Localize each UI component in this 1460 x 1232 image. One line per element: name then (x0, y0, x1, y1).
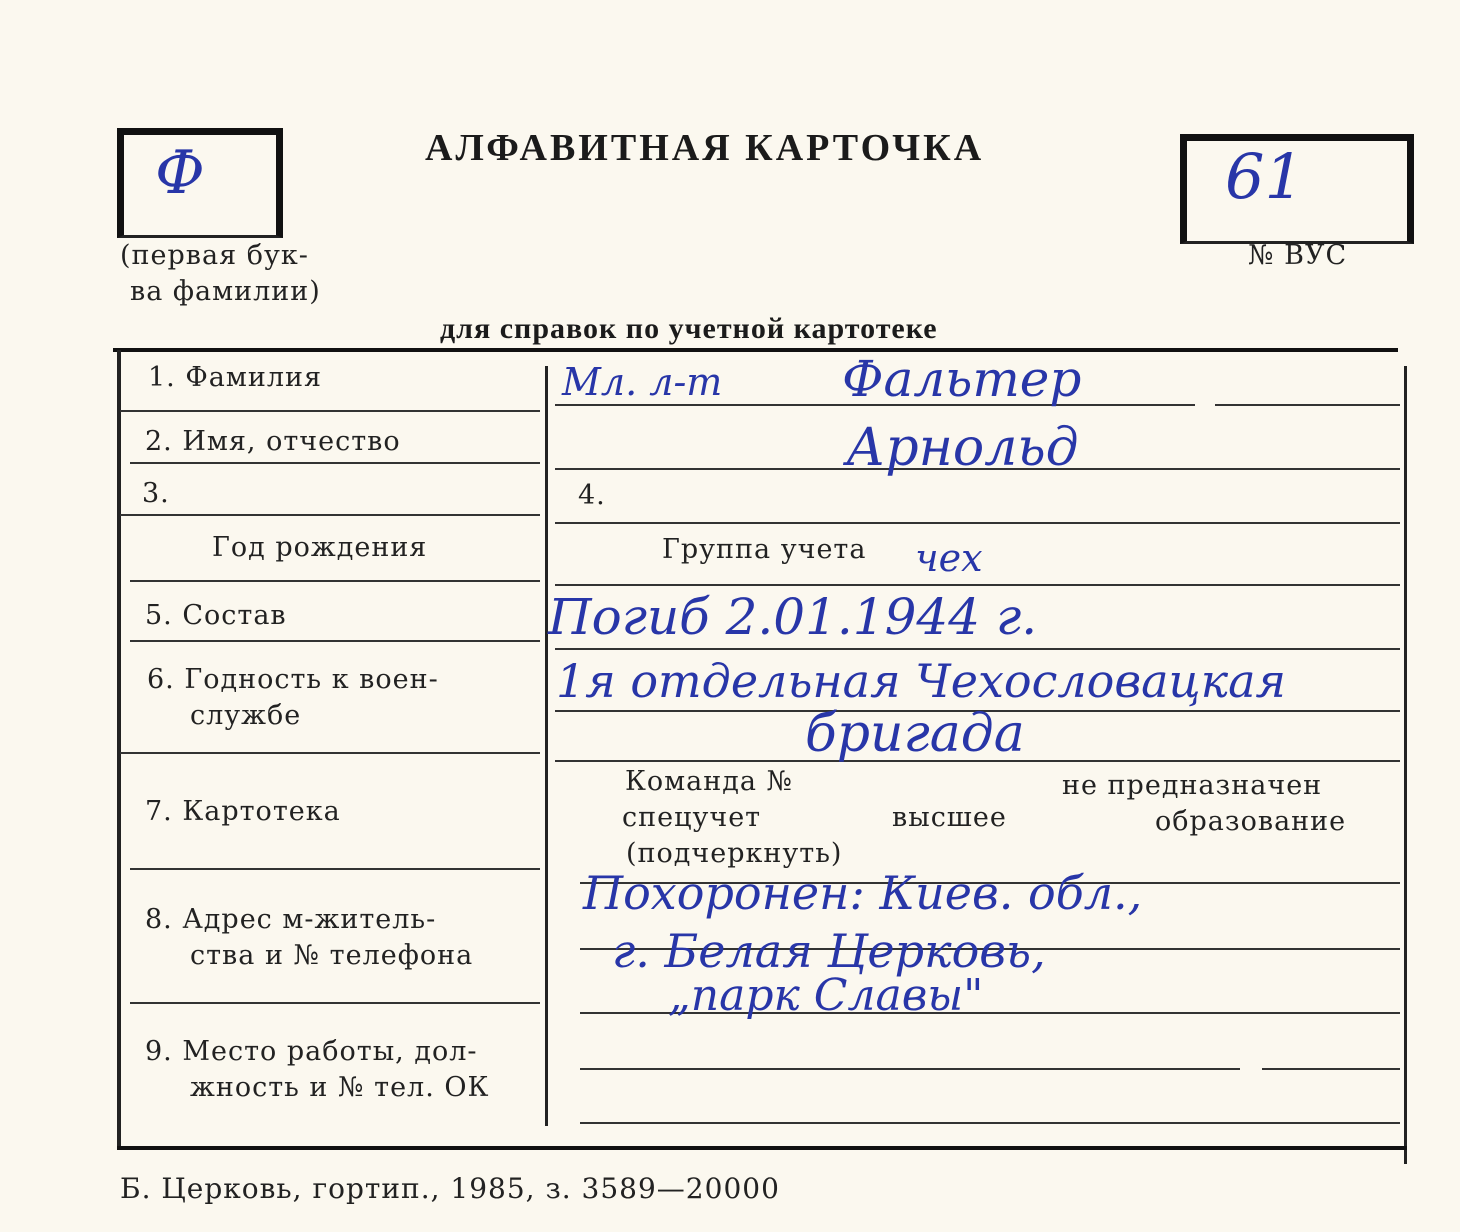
composition-label: 5. Состав (145, 600, 287, 631)
fitness-label-line-2: службе (190, 700, 302, 731)
not-assigned-label: не предназначен (1062, 770, 1323, 801)
row-rule (130, 580, 540, 582)
education-label: образование (1155, 806, 1347, 837)
row-rule (1215, 404, 1400, 406)
death-note-handwritten: Погиб 2.01.1944 г. (548, 588, 1038, 646)
burial-line-1-handwritten: Похоронен: Киев. обл., (583, 866, 1143, 920)
table-middle-divider (545, 366, 548, 1126)
field-number-3: 3. (142, 478, 170, 509)
surname-label: 1. Фамилия (148, 362, 323, 393)
row-rule (1262, 1068, 1400, 1070)
table-top-border (113, 348, 1398, 352)
card-title: АЛФАВИТНАЯ КАРТОЧКА (425, 127, 985, 169)
row-rule (120, 752, 540, 754)
row-rule (555, 522, 1400, 524)
row-rule (580, 1068, 1240, 1070)
printing-imprint: Б. Церковь, гортип., 1985, з. 3589—20000 (120, 1172, 780, 1205)
burial-line-3-handwritten: „парк Славы" (668, 970, 984, 1021)
table-bottom-border (117, 1146, 1407, 1150)
birth-year-label: Год рождения (212, 532, 428, 563)
vus-caption: № ВУС (1248, 240, 1348, 271)
burial-line-2-handwritten: г. Белая Церковь, (612, 924, 1046, 978)
work-label-line-1: 9. Место работы, дол- (145, 1036, 478, 1067)
higher-label: высшее (892, 802, 1007, 833)
row-rule (555, 584, 1400, 586)
address-label-line-1: 8. Адрес м-житель- (145, 904, 437, 935)
underline-note: (подчеркнуть) (626, 838, 843, 869)
row-rule (555, 648, 1400, 650)
letter-caption-line-1: (первая бук- (120, 240, 309, 271)
row-rule (130, 462, 540, 464)
rank-handwritten: Мл. л-т (562, 360, 723, 404)
unit-line-1-handwritten: 1я отдельная Чехословацкая (556, 654, 1286, 708)
address-label-line-2: ства и № телефона (190, 940, 474, 971)
group-handwritten: чех (915, 536, 983, 580)
unit-line-2-handwritten: бригада (805, 704, 1025, 764)
name-handwritten: Арнольд (846, 418, 1079, 478)
special-record-label: спецучет (622, 802, 762, 833)
row-rule (130, 640, 540, 642)
row-rule (130, 868, 540, 870)
row-rule (130, 1002, 540, 1004)
group-label: Группа учета (662, 534, 867, 565)
card-subtitle: для справок по учетной картотеке (440, 312, 938, 345)
surname-letter-value: Ф (155, 138, 205, 208)
letter-caption-line-2: ва фамилии) (130, 276, 321, 307)
field-number-4: 4. (578, 480, 606, 511)
table-left-border (117, 350, 121, 1146)
row-rule (120, 410, 540, 412)
row-rule (120, 514, 540, 516)
row-rule (580, 1122, 1400, 1124)
table-right-border (1404, 366, 1407, 1164)
work-label-line-2: жность и № тел. ОК (190, 1072, 490, 1103)
surname-handwritten: Фальтер (842, 350, 1082, 408)
vus-value: 61 (1225, 140, 1304, 213)
team-number-label: Команда № (625, 766, 794, 797)
file-label: 7. Картотека (145, 796, 341, 827)
name-label: 2. Имя, отчество (145, 426, 401, 457)
fitness-label-line-1: 6. Годность к воен- (147, 664, 439, 695)
